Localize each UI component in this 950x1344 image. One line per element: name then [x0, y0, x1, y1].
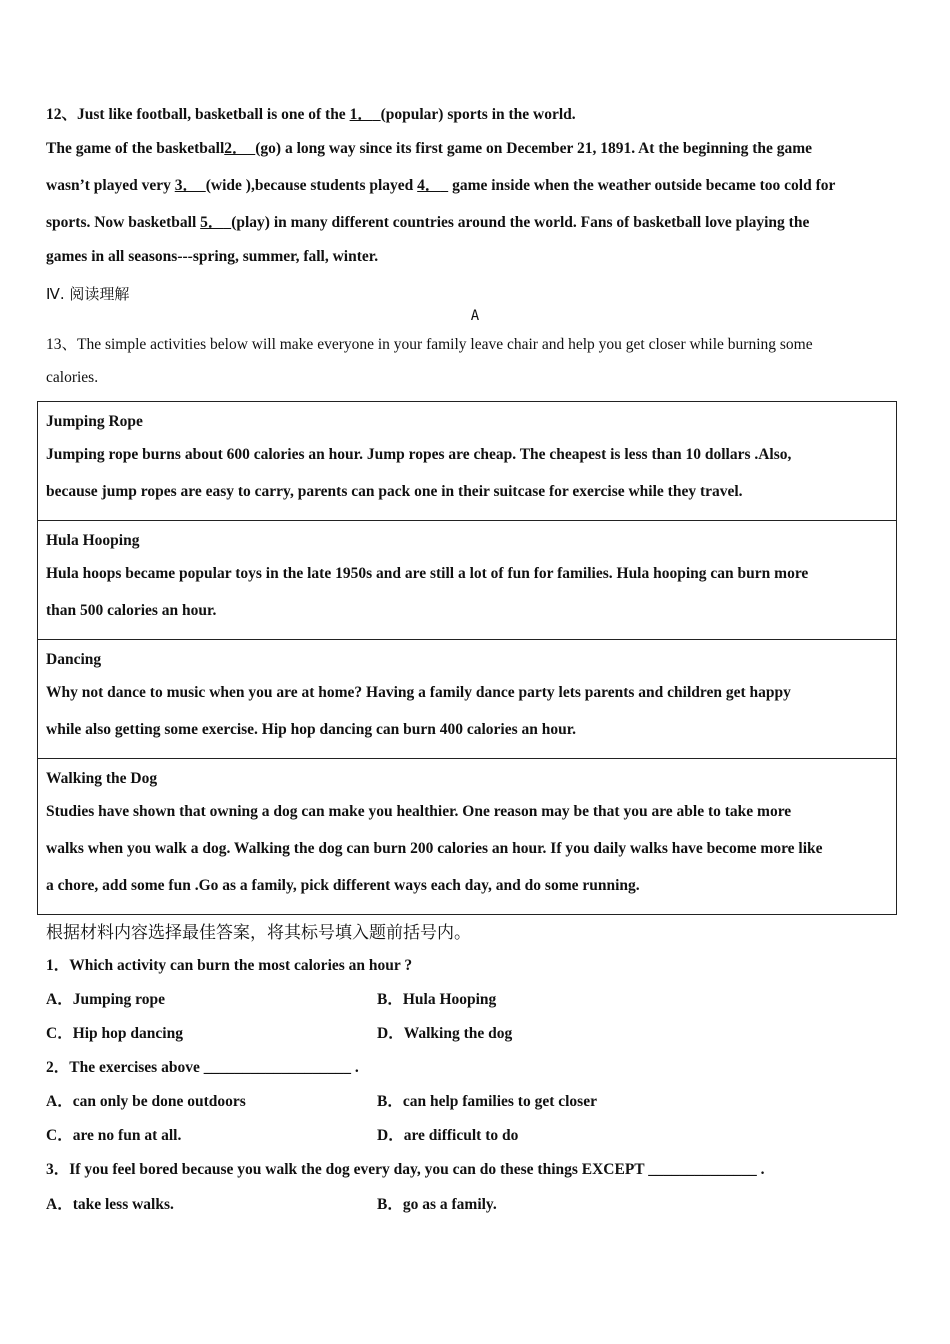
question-1-option-b[interactable]: B．Hula Hooping: [377, 991, 497, 1008]
section-heading: Ⅳ. 阅读理解: [46, 285, 130, 303]
activity-description: [46, 793, 888, 904]
activity-description: [46, 436, 888, 510]
activity-row: [38, 402, 897, 521]
q12-line4-prefix: sports. Now basketball: [46, 214, 201, 231]
question-3-option-b[interactable]: B．go as a family.: [377, 1196, 497, 1213]
question-2-option-d[interactable]: D．are difficult to do: [377, 1127, 519, 1144]
activity-title: Dancing: [46, 651, 102, 668]
question-3-option-a[interactable]: A．take less walks.: [46, 1196, 174, 1213]
question-2-option-b[interactable]: B．can help families to get closer: [377, 1093, 597, 1110]
q12-line4-suffix: (play) in many different countries around the world. Fans of basketball love playing the: [231, 214, 810, 231]
q12-line-5: games in all seasons---spring, summer, fall, winter.: [46, 248, 379, 265]
activity-title: Walking the Dog: [46, 770, 158, 787]
activity-cell: [38, 759, 897, 915]
blank-5: 5．: [200, 214, 224, 231]
q12-line2-prefix: The game of the basketball: [46, 140, 225, 157]
blank-4: 4．: [417, 177, 441, 194]
question-1-option-c[interactable]: C．Hip hop dancing: [46, 1025, 183, 1042]
q12-line3-suffix: game inside when the weather outside became too cold for: [448, 177, 836, 194]
activity-line: Jumping rope burns about 600 calories an hour. Jump ropes are cheap. The cheapest is less than 10 dollars .Also,: [46, 446, 792, 463]
activity-line: Why not dance to music when you are at home? Having a family dance party lets parents and children get happy: [46, 684, 791, 701]
blank-3: 3．: [174, 177, 198, 194]
q13-intro-line-2: calories.: [46, 369, 99, 386]
activity-cell: [38, 521, 897, 640]
question-1-stem: 1．Which activity can burn the most calories an hour ?: [46, 957, 413, 974]
activity-row: [38, 521, 897, 640]
q12-line2-suffix: (go) a long way since its first game on December 21, 1891. At the beginning the game: [255, 140, 813, 157]
activity-title: Hula Hooping: [46, 532, 140, 549]
q12-line-4: [46, 210, 906, 232]
question-2-option-a[interactable]: A．can only be done outdoors: [46, 1093, 246, 1110]
activity-line: Hula hoops became popular toys in the late 1950s and are still a lot of fun for families. Hula hooping can burn more: [46, 565, 809, 582]
activity-cell: [38, 402, 897, 521]
activity-cell: [38, 640, 897, 759]
activity-line: Studies have shown that owning a dog can make you healthier. One reason may be that you are able to take more: [46, 803, 792, 820]
q12-line3-prefix: wasn’t played very: [46, 177, 175, 194]
q12-line-1: [46, 102, 906, 124]
q12-line1-suffix: (popular) sports in the world.: [380, 106, 576, 123]
question-2-stem: 2．The exercises above ___________________ .: [46, 1059, 359, 1076]
q12-line1-prefix: 12、Just like football, basketball is one of the: [46, 106, 350, 123]
activity-row: [38, 640, 897, 759]
activity-line: than 500 calories an hour.: [46, 602, 217, 619]
activity-line: because jump ropes are easy to carry, parents can pack one in their suitcase for exercise while they travel.: [46, 483, 743, 500]
activity-line: a chore, add some fun .Go as a family, pick different ways each day, and do some running.: [46, 877, 640, 894]
question-2-option-c[interactable]: C．are no fun at all.: [46, 1127, 182, 1144]
activity-description: [46, 555, 888, 629]
activity-title: Jumping Rope: [46, 413, 143, 430]
question-3-stem: 3．If you feel bored because you walk the dog every day, you can do these things EXCEPT ______________ .: [46, 1161, 765, 1178]
question-1-option-a[interactable]: A．Jumping rope: [46, 991, 165, 1008]
activity-row: [38, 759, 897, 915]
activities-table: [37, 401, 897, 915]
blank-1: 1．: [349, 106, 373, 123]
q12-line-3: [46, 173, 906, 195]
passage-label: A: [470, 308, 480, 324]
question-1-option-d[interactable]: D．Walking the dog: [377, 1025, 513, 1042]
activity-line: walks when you walk a dog. Walking the dog can burn 200 calories an hour. If you daily walks have become more like: [46, 840, 823, 857]
q12-line-2: [46, 136, 906, 158]
blank-2: 2．: [224, 140, 248, 157]
activity-line: while also getting some exercise. Hip hop dancing can burn 400 calories an hour.: [46, 721, 577, 738]
q13-intro-line-1: 13、The simple activities below will make everyone in your family leave chair and help you get closer while burning some: [46, 336, 813, 353]
activity-description: [46, 674, 888, 748]
q12-line3-mid: (wide ),because students played: [205, 177, 418, 194]
instruction-text: 根据材料内容选择最佳答案，将其标号填入题前括号内。: [46, 923, 471, 943]
